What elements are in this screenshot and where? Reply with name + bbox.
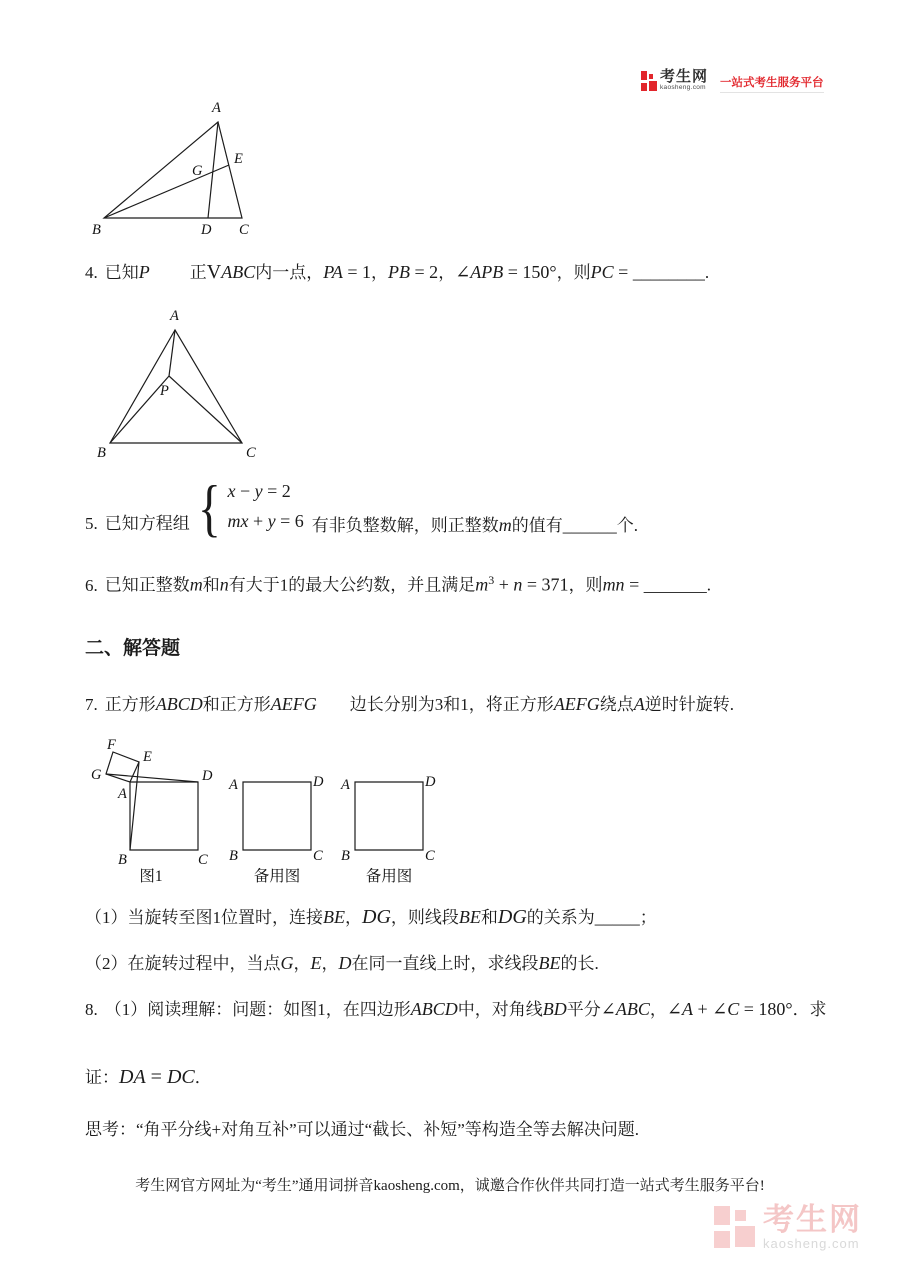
seg: ， [371, 263, 389, 282]
seg: PA [323, 262, 343, 282]
seg: − [235, 481, 255, 501]
seg: n [219, 574, 229, 595]
segment-cp [169, 376, 242, 443]
seg: （1）当旋转至图1位置时，连接 [85, 908, 323, 927]
seg: 思考：“角平分线+对角互补”可以通过“截长、补短”等构造全等去解决问题. [85, 1120, 640, 1139]
seg: + [494, 574, 514, 595]
problem-8-number: 8. [85, 1000, 98, 1019]
logo-tagline: 一站式考生服务平台 [720, 77, 824, 93]
problem-7-line [85, 688, 734, 721]
seg: = [613, 262, 633, 282]
seg: ， [321, 954, 339, 973]
seg: C [727, 999, 740, 1019]
watermark-brand: 考生网 [763, 1202, 862, 1237]
seg: BE [323, 907, 345, 927]
section-2-header: 二、解答题 [85, 638, 181, 659]
seg: 中，对角线 [457, 1000, 543, 1019]
seg: 已知方程组 [104, 514, 190, 533]
seg: ． [194, 1068, 212, 1087]
seg: ABC [615, 999, 650, 1019]
label-a: A [118, 786, 127, 802]
logo-domain: kaosheng.com [660, 84, 706, 91]
problem-4-number: 4. [85, 263, 98, 282]
figure-squares [85, 738, 450, 886]
seg: = 371 [522, 574, 569, 595]
seg: 边长分别为3和1，将正方形 [349, 695, 554, 714]
seg: 有大于1的最大公约数，并且满足 [228, 575, 476, 595]
seg: mn [602, 574, 625, 595]
label-a: A [212, 100, 221, 116]
footer-text: 考生网官方网址为“考生”通用词拼音kaosheng.com，诚邀合作伙伴共同打造一站式考生服务平台! [135, 1178, 765, 1194]
seg: PB [388, 262, 411, 282]
logo-brand: 考生网 [660, 68, 709, 85]
label-g: G [91, 767, 102, 783]
seg: 的关系为 [526, 908, 595, 927]
seg: ．求 [792, 1000, 827, 1019]
kaosheng-logo [641, 69, 824, 93]
seg: DG [497, 906, 527, 928]
watermark-text-block [763, 1204, 862, 1251]
seg: 的值有 [511, 516, 563, 535]
label-d: D [425, 774, 436, 790]
label-b: B [97, 445, 106, 461]
seg: = [145, 1066, 167, 1088]
seg: ； [639, 908, 657, 927]
label-c: C [425, 848, 435, 864]
label-b: B [341, 848, 350, 864]
seg: ， [649, 1000, 667, 1019]
problem-5-number: 5. [85, 514, 98, 533]
watermark-domain: kaosheng.com [763, 1236, 860, 1251]
seg: = 2 [410, 262, 439, 282]
seg: 和 [480, 908, 498, 927]
seg: 证： [85, 1068, 119, 1087]
label-p: P [160, 383, 169, 399]
label-d: D [313, 774, 324, 790]
seg: + [692, 999, 713, 1019]
seg: ABCD [155, 694, 203, 714]
answer-blank: ______ [562, 515, 617, 535]
seg: 内一点， [255, 263, 324, 282]
seg: BE [458, 907, 481, 927]
angle-symbol: ∠ [666, 999, 682, 1019]
seg: 的长. [560, 954, 599, 973]
label-b: B [92, 222, 101, 238]
seg: = 150° [503, 262, 557, 282]
problem-5-lead [85, 509, 190, 539]
label-g: G [192, 163, 203, 179]
seg: + [248, 511, 268, 531]
angle-symbol: ∠ [455, 262, 471, 282]
label-d: D [201, 222, 212, 238]
seg: ，则 [568, 575, 603, 595]
seg: ABCD [410, 999, 458, 1019]
seg: AEFG [553, 694, 600, 714]
problem-8-line [85, 993, 827, 1026]
angle-symbol: ∠ [600, 999, 616, 1019]
seg: D [338, 953, 352, 973]
problem-7-part1-line [85, 901, 657, 934]
seg: DA [119, 1066, 146, 1088]
seg: m [475, 574, 489, 595]
problem-4-line [85, 256, 709, 289]
seg: m [189, 574, 203, 595]
system-brace: { [197, 472, 221, 543]
seg: A [633, 694, 645, 714]
triangle-abc-outline [104, 122, 242, 218]
square-abcd-1 [130, 782, 198, 850]
logo-text-block [660, 69, 708, 92]
problem-6-number: 6. [85, 575, 98, 595]
seg: = 1 [342, 262, 372, 282]
caption-spare-2: 备用图 [365, 868, 413, 885]
problem-8-proof-line [85, 1061, 212, 1094]
answer-blank: _______ [643, 574, 707, 595]
seg: . [704, 263, 710, 282]
seg: = 180° [739, 999, 793, 1019]
label-a: A [341, 777, 350, 793]
exponent: 3 [488, 573, 495, 587]
seg: y [254, 481, 263, 501]
seg: 和正方形 [202, 695, 271, 714]
seg: = 6 [275, 511, 304, 531]
seg: mx [227, 511, 249, 531]
seg: DG [362, 906, 391, 928]
label-b: B [229, 848, 238, 864]
label-e: E [234, 151, 243, 167]
seg: 已知 [104, 263, 139, 282]
seg: 在同一直线上时，求线段 [351, 954, 539, 973]
label-c: C [246, 445, 256, 461]
kaosheng-logo-icon [641, 71, 657, 92]
seg: ， [438, 263, 456, 282]
seg: y [267, 511, 276, 531]
seg: （1）阅读理解：问题：如图1，在四边形 [104, 1000, 411, 1019]
label-a: A [170, 308, 179, 324]
segment-ap [169, 330, 175, 376]
figure-triangle-p [85, 306, 270, 461]
angle-symbol: ∠ [712, 999, 728, 1019]
seg: BE [538, 953, 561, 973]
seg: ，则 [556, 263, 591, 282]
seg: （2）在旋转过程中，当点 [85, 954, 281, 973]
label-b: B [118, 852, 127, 868]
problem-7-part2-line [85, 947, 599, 980]
caption-spare-1: 备用图 [253, 868, 301, 885]
problem-8-think-line [85, 1114, 639, 1146]
seg: AEFG [270, 694, 317, 714]
equation-system [227, 477, 303, 539]
seg: 有非负整数解，则正整数 [311, 516, 499, 535]
seg: A [681, 999, 693, 1019]
answer-blank: _____ [594, 907, 640, 927]
caption-fig1: 图1 [139, 868, 163, 885]
label-f: F [107, 737, 116, 753]
seg: 平分 [566, 1000, 601, 1019]
seg: n [513, 574, 523, 595]
triangle-abc-outline [110, 330, 242, 443]
seg: DC [166, 1066, 195, 1088]
seg: BD [542, 999, 567, 1019]
square-abcd-2 [243, 782, 311, 850]
seg: ABC [221, 262, 256, 282]
kaosheng-watermark-icon [714, 1204, 756, 1250]
label-a: A [229, 777, 238, 793]
problem-5-tail [312, 511, 638, 539]
seg: = [624, 574, 644, 595]
segment-eb [130, 762, 139, 850]
square-abcd-3 [355, 782, 423, 850]
equation-2 [227, 507, 303, 537]
problem-7-number: 7. [85, 695, 98, 714]
problem-6-line [85, 564, 711, 602]
equation-1 [227, 477, 303, 507]
seg: 和 [202, 575, 220, 595]
seg: E [310, 953, 322, 973]
seg: x [227, 481, 236, 501]
seg: APB [470, 262, 504, 282]
problem-5-line [85, 472, 639, 543]
seg: 个. [616, 516, 639, 535]
seg: ， [293, 954, 311, 973]
seg: 已知正整数 [104, 575, 190, 595]
seg: PC [590, 262, 614, 282]
seg: ， [345, 908, 362, 927]
label-c: C [239, 222, 249, 238]
seg: G [280, 953, 294, 973]
label-e: E [143, 749, 152, 765]
label-d: D [202, 768, 213, 784]
seg: 绕点 [599, 695, 634, 714]
seg: P [138, 262, 150, 282]
seg: 正 [189, 263, 207, 282]
square-aefg [106, 752, 139, 782]
seg: . [706, 575, 711, 595]
seg: V [206, 261, 222, 283]
answer-blank: ________ [632, 262, 705, 282]
label-c: C [313, 848, 323, 864]
seg: ，则线段 [390, 908, 459, 927]
seg: 逆时针旋转. [644, 695, 734, 714]
seg: m [498, 515, 512, 535]
kaosheng-watermark [714, 1204, 862, 1251]
label-c: C [198, 852, 208, 868]
seg: 正方形 [104, 695, 156, 714]
seg: = 2 [262, 481, 291, 501]
figure-triangle-cevians [85, 96, 270, 246]
